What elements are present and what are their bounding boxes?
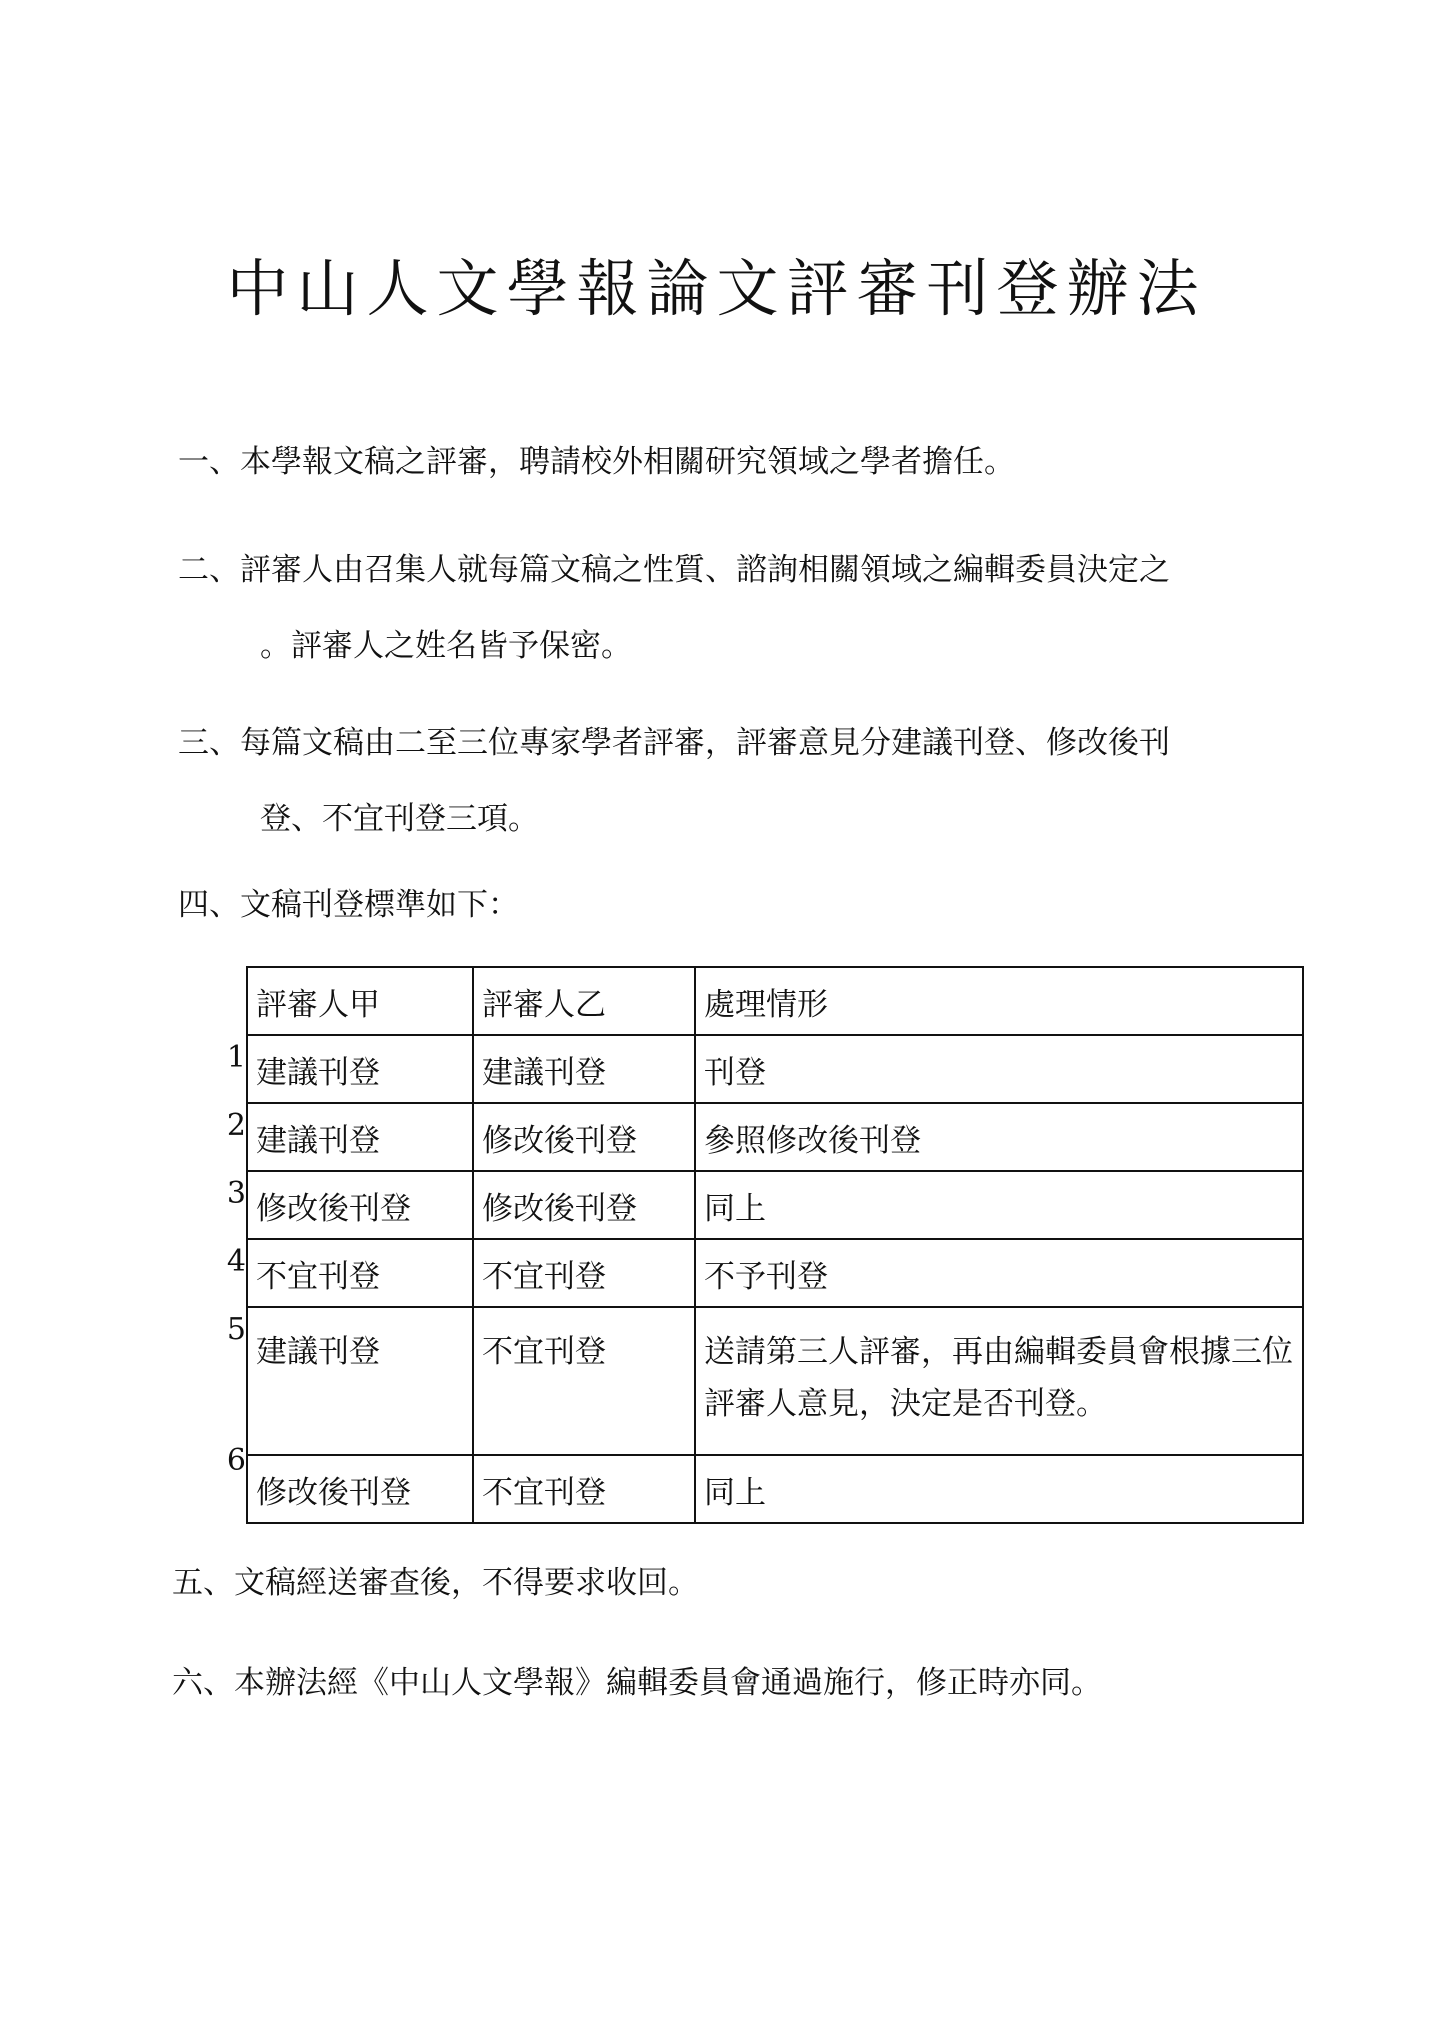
cell-outcome: 刊登 [695,1035,1303,1103]
header-outcome: 處理情形 [695,967,1303,1035]
clause-5 [172,1565,699,1601]
header-reviewer-b: 評審人乙 [473,967,695,1035]
cell-reviewer-b: 不宜刊登 [473,1239,695,1307]
clause-3-continuation: 登、不宜刊登三項。 [260,801,539,837]
table-row [247,1307,1303,1455]
row-number: 3 [226,1176,246,1211]
cell-reviewer-a: 建議刊登 [247,1307,473,1455]
cell-outcome: 同上 [695,1171,1303,1239]
cell-outcome: 參照修改後刊登 [695,1103,1303,1171]
clause-5-text: 五、文稿經送審查後，不得要求收回。 [172,1565,699,1601]
clause-4-text: 四、文稿刊登標準如下： [178,887,519,923]
table-row [247,1239,1303,1307]
clause-2-text: 二、評審人由召集人就每篇文稿之性質、諮詢相關領域之編輯委員決定之 [178,552,1170,588]
cell-reviewer-a: 修改後刊登 [247,1455,473,1523]
cell-reviewer-b: 不宜刊登 [473,1455,695,1523]
cell-reviewer-a: 建議刊登 [247,1035,473,1103]
row-number: 6 [226,1443,246,1478]
clause-1 [178,444,1015,480]
criteria-table [246,966,1304,1524]
clause-3 [178,725,1170,837]
clause-3-text: 三、每篇文稿由二至三位專家學者評審，評審意見分建議刊登、修改後刊 [178,725,1170,761]
cell-outcome: 同上 [695,1455,1303,1523]
cell-reviewer-b: 建議刊登 [473,1035,695,1103]
cell-outcome: 送請第三人評審，再由編輯委員會根據三位評審人意見，決定是否刊登。 [695,1307,1303,1455]
cell-reviewer-b: 不宜刊登 [473,1307,695,1455]
header-reviewer-a: 評審人甲 [247,967,473,1035]
clause-2-continuation: 。評審人之姓名皆予保密。 [260,628,632,664]
row-number: 5 [226,1312,246,1347]
clause-6 [172,1665,1102,1701]
cell-reviewer-b: 修改後刊登 [473,1171,695,1239]
table-row [247,1171,1303,1239]
row-number: 2 [226,1108,246,1143]
clause-1-text: 一、本學報文稿之評審，聘請校外相關研究領域之學者擔任。 [178,444,1015,480]
table-row [247,1035,1303,1103]
cell-reviewer-b: 修改後刊登 [473,1103,695,1171]
clause-6-text: 六、本辦法經《中山人文學報》編輯委員會通過施行，修正時亦同。 [172,1665,1102,1701]
table-header-row [247,967,1303,1035]
cell-reviewer-a: 修改後刊登 [247,1171,473,1239]
page-title: 中山人文學報論文評審刊登辦法 [226,252,1207,325]
cell-reviewer-a: 不宜刊登 [247,1239,473,1307]
table-row [247,1103,1303,1171]
row-number: 4 [226,1244,246,1279]
cell-reviewer-a: 建議刊登 [247,1103,473,1171]
row-number: 1 [226,1040,246,1075]
cell-outcome: 不予刊登 [695,1239,1303,1307]
clause-2 [178,552,1170,664]
table-row [247,1455,1303,1523]
clause-4 [178,887,519,923]
